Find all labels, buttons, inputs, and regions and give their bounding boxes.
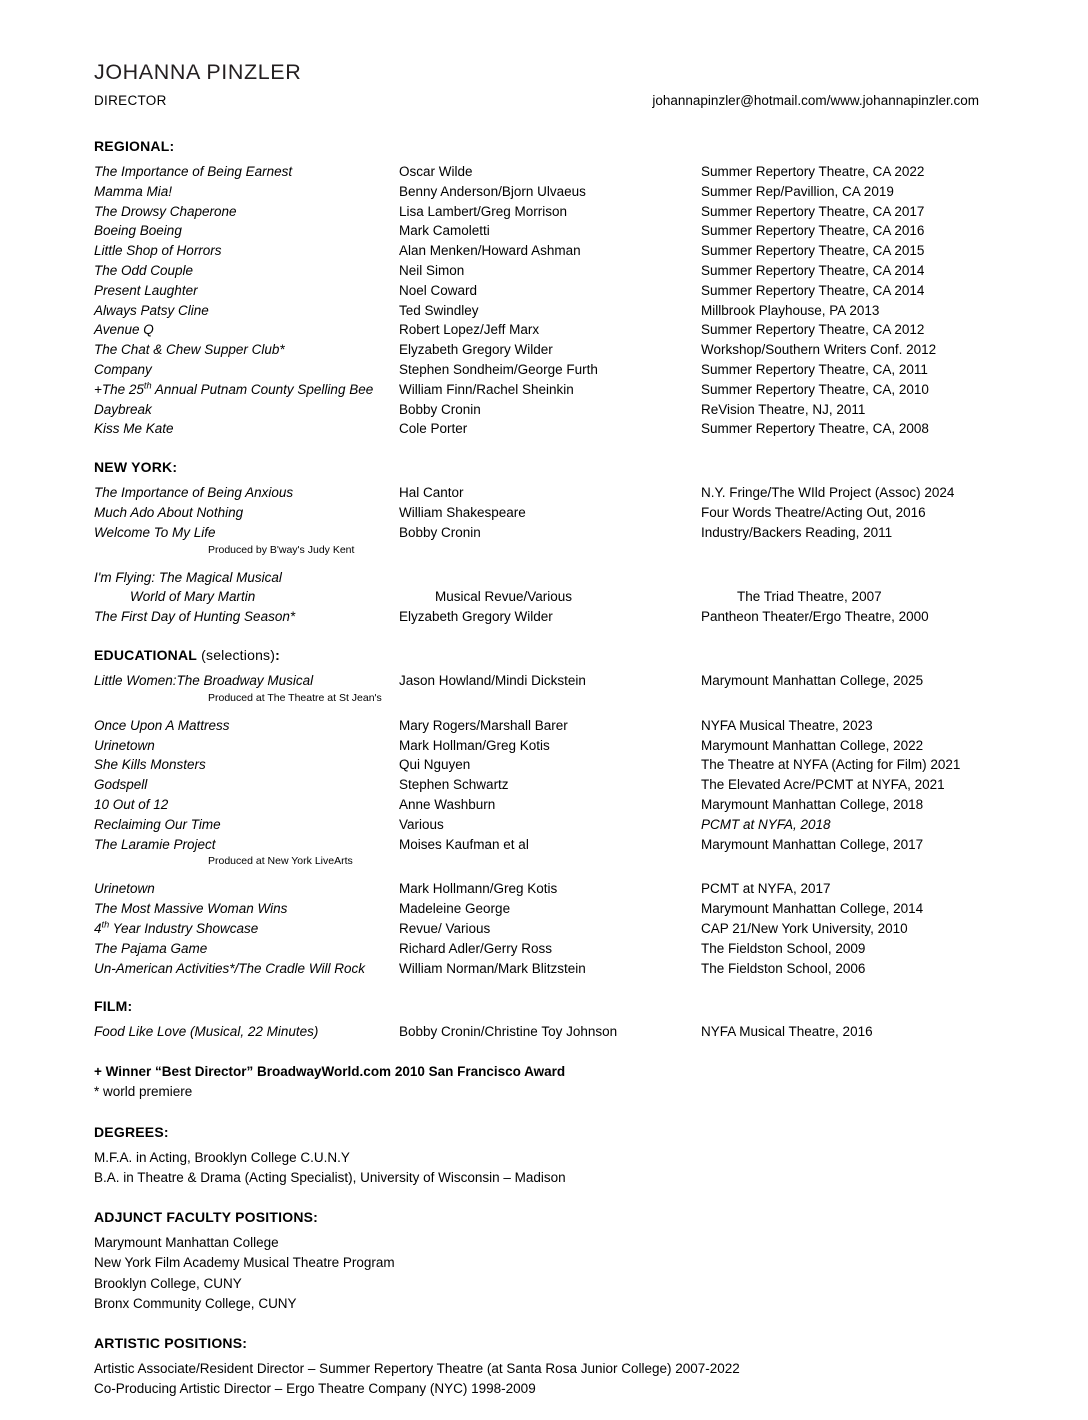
credit-title: Mamma Mia! [94, 183, 173, 199]
header-subrow [94, 93, 979, 108]
credit-title: Avenue Q [94, 322, 154, 338]
spacer [94, 869, 994, 879]
credit-row [94, 281, 994, 301]
credit-row [94, 340, 994, 360]
page-title: JOHANNA PINZLER [94, 60, 302, 84]
credit-row [94, 795, 994, 815]
credit-title: Always Patsy Cline [94, 302, 209, 318]
credit-venue: The Elevated Acre/PCMT at NYFA, 2021 [701, 777, 945, 793]
credit-venue: PCMT at NYFA, 2017 [701, 881, 831, 897]
credit-venue: Summer Rep/Pavillion, CA 2019 [701, 183, 894, 199]
credit-author: Noel Coward [399, 282, 478, 298]
credit-author: Moises Kaufman et al [399, 836, 529, 852]
credit-author: William Norman/Mark Blitzstein [399, 960, 586, 976]
credit-title: Daybreak [94, 401, 152, 417]
credit-row [94, 320, 994, 340]
credit-title: She Kills Monsters [94, 757, 206, 773]
section-newyork [94, 459, 994, 627]
credit-author: Cole Porter [399, 421, 468, 437]
credit-venue: Industry/Backers Reading, 2011 [701, 524, 893, 540]
credit-note-text: Produced at The Theatre at St Jean's [208, 691, 382, 704]
credit-author: Richard Adler/Gerry Ross [399, 940, 553, 956]
credit-title: 4th Year Industry Showcase [94, 919, 259, 936]
credit-title: The Pajama Game [94, 940, 208, 956]
credit-title: The Importance of Being Anxious [94, 485, 294, 501]
spacer [94, 706, 994, 716]
section-title-educational-bold: EDUCATIONAL [94, 646, 198, 663]
section-title-adjunct: ADJUNCT FACULTY POSITIONS: [94, 1208, 319, 1225]
degree-line: B.A. in Theatre & Drama (Acting Specialist), University of Wisconsin – Madison [94, 1170, 566, 1186]
credit-author: Madeleine George [399, 901, 511, 917]
credit-title: The Laramie Project [94, 836, 216, 852]
credit-note [94, 691, 1088, 706]
credit-title: Un-American Activities*/The Cradle Will Rock [94, 960, 365, 976]
credit-author: Hal Cantor [399, 485, 464, 501]
credit-title-cont: World of Mary Martin [130, 589, 256, 605]
credit-venue: The Fieldston School, 2009 [701, 940, 866, 956]
credit-title: Urinetown [94, 737, 155, 753]
credit-author: Revue/ Various [399, 920, 491, 936]
credit-venue-empty [701, 568, 994, 588]
credit-venue: The Theatre at NYFA (Acting for Film) 2021 [701, 757, 961, 773]
credit-row [94, 202, 994, 222]
credit-row [94, 400, 994, 420]
credit-row [94, 523, 994, 543]
credit-row [94, 879, 994, 899]
artistic-line: Co-Producing Artistic Director – Ergo Theatre Company (NYC) 1998-2009 [94, 1381, 536, 1397]
credit-venue: Marymount Manhattan College, 2017 [701, 836, 924, 852]
credit-venue: Marymount Manhattan College, 2018 [701, 796, 924, 812]
credit-author: Robert Lopez/Jeff Marx [399, 322, 540, 338]
credit-row [94, 162, 994, 182]
contact-info: johannapinzler@hotmail.com/www.johannapinzler.com [652, 93, 979, 108]
premiere-legend: * world premiere [94, 1083, 193, 1099]
adjunct-line: Bronx Community College, CUNY [94, 1296, 297, 1312]
credit-row [94, 360, 994, 380]
section-educational [94, 647, 994, 978]
credit-title: The Chat & Chew Supper Club* [94, 342, 285, 358]
credit-title: Food Like Love (Musical, 22 Minutes) [94, 1024, 319, 1040]
credit-venue: Summer Repertory Theatre, CA 2014 [701, 262, 925, 278]
credit-title: Little Shop of Horrors [94, 243, 222, 259]
section-title-artistic: ARTISTIC POSITIONS: [94, 1334, 248, 1351]
credit-row [94, 899, 994, 919]
credit-title: Urinetown [94, 881, 155, 897]
credit-venue: Marymount Manhattan College, 2014 [701, 901, 924, 917]
credit-author: Elyzabeth Gregory Wilder [399, 342, 553, 358]
credit-title: Little Women:The Broadway Musical [94, 672, 314, 688]
credit-venue: Workshop/Southern Writers Conf. 2012 [701, 342, 937, 358]
credit-note [94, 854, 1088, 869]
credit-author: Qui Nguyen [399, 757, 471, 773]
credit-venue: Millbrook Playhouse, PA 2013 [701, 302, 880, 318]
credit-row [94, 919, 994, 939]
section-title-degrees: DEGREES: [94, 1123, 169, 1140]
credit-title: Godspell [94, 777, 148, 793]
section-title-educational-colon: : [275, 646, 280, 663]
credit-venue: ReVision Theatre, NJ, 2011 [701, 401, 866, 417]
credit-row [94, 1022, 994, 1042]
resume-content [94, 60, 994, 1420]
section-film [94, 998, 994, 1042]
credit-row [94, 835, 994, 855]
credit-title: Kiss Me Kate [94, 421, 174, 437]
credit-author: Musical Revue/Various [435, 589, 573, 605]
credit-title: Once Upon A Mattress [94, 717, 230, 733]
credit-author-empty [399, 568, 701, 588]
credit-note-text: Produced at New York LiveArts [208, 855, 353, 868]
credit-row [94, 261, 994, 281]
credit-venue: Summer Repertory Theatre, CA, 2011 [701, 361, 928, 377]
section-degrees [94, 1124, 994, 1189]
credit-row [94, 607, 994, 627]
credit-author: Stephen Sondheim/George Furth [399, 361, 598, 377]
credit-row [94, 419, 994, 439]
credit-title: Much Ado About Nothing [94, 504, 244, 520]
credit-venue: The Fieldston School, 2006 [701, 960, 866, 976]
credit-author: Mark Hollmann/Greg Kotis [399, 881, 558, 897]
section-title-film: FILM: [94, 998, 133, 1015]
credit-title: Reclaiming Our Time [94, 816, 221, 832]
credit-title: The Odd Couple [94, 262, 194, 278]
credit-title: Company [94, 361, 152, 377]
award-line: + Winner “Best Director” BroadwayWorld.com 2010 San Francisco Award [94, 1064, 566, 1080]
credit-row [94, 568, 994, 588]
adjunct-line: Marymount Manhattan College [94, 1234, 279, 1250]
credit-title: I'm Flying: The Magical Musical [94, 569, 282, 585]
credit-author: Bobby Cronin [399, 401, 481, 417]
credit-row [94, 755, 994, 775]
credit-author: Ted Swindley [399, 302, 479, 318]
credit-title: The First Day of Hunting Season* [94, 609, 296, 625]
credit-venue: CAP 21/New York University, 2010 [701, 920, 908, 936]
section-artistic-positions [94, 1335, 994, 1400]
credit-venue: PCMT at NYFA, 2018 [701, 816, 831, 832]
adjunct-line: New York Film Academy Musical Theatre Program [94, 1255, 395, 1271]
credit-venue: NYFA Musical Theatre, 2023 [701, 717, 873, 733]
credit-venue: N.Y. Fringe/The WIld Project (Assoc) 2024 [701, 485, 955, 501]
credit-author: Stephen Schwartz [399, 777, 509, 793]
credit-row [94, 736, 994, 756]
credit-row [94, 380, 994, 400]
credit-author: Alan Menken/Howard Ashman [399, 243, 581, 259]
credit-row [94, 483, 994, 503]
credit-title: +The 25th Annual Putnam County Spelling Bee [94, 380, 374, 397]
credit-row [94, 939, 994, 959]
credit-venue: Pantheon Theater/Ergo Theatre, 2000 [701, 609, 929, 625]
credit-title: The Most Massive Woman Wins [94, 901, 288, 917]
credit-author: Benny Anderson/Bjorn Ulvaeus [399, 183, 586, 199]
credit-row [94, 503, 994, 523]
credit-title: 10 Out of 12 [94, 796, 169, 812]
section-title-regional: REGIONAL: [94, 138, 175, 154]
credit-author: Bobby Cronin/Christine Toy Johnson [399, 1024, 618, 1040]
awards-legend [94, 1062, 994, 1102]
credit-author: Various [399, 816, 444, 832]
role-label: DIRECTOR [94, 93, 167, 108]
credit-row [94, 221, 994, 241]
credit-author: William Finn/Rachel Sheinkin [399, 381, 574, 397]
degree-line: M.F.A. in Acting, Brooklyn College C.U.N.Y [94, 1149, 350, 1165]
credit-row [94, 716, 994, 736]
credit-title: The Drowsy Chaperone [94, 203, 237, 219]
credit-author: Mark Hollman/Greg Kotis [399, 737, 550, 753]
credit-venue: Four Words Theatre/Acting Out, 2016 [701, 504, 926, 520]
credit-venue: Summer Repertory Theatre, CA 2012 [701, 322, 925, 338]
credit-row [94, 301, 994, 321]
section-title-newyork: NEW YORK: [94, 459, 178, 476]
credit-author: Neil Simon [399, 262, 465, 278]
credit-venue: Summer Repertory Theatre, CA 2014 [701, 282, 925, 298]
credit-row [94, 815, 994, 835]
credit-note-text: Produced by B'way's Judy Kent [208, 543, 355, 556]
credit-venue: NYFA Musical Theatre, 2016 [701, 1024, 873, 1040]
credit-row [94, 182, 994, 202]
credit-venue: Summer Repertory Theatre, CA, 2010 [701, 381, 929, 397]
credit-author: Oscar Wilde [399, 164, 473, 179]
credit-venue: Summer Repertory Theatre, CA 2016 [701, 223, 925, 239]
credit-venue: Summer Repertory Theatre, CA 2015 [701, 243, 925, 259]
credit-title: Boeing Boeing [94, 223, 182, 239]
credit-venue: Marymount Manhattan College, 2025 [701, 672, 924, 688]
credit-title: The Importance of Being Earnest [94, 164, 293, 179]
credit-row [94, 241, 994, 261]
credit-venue: Summer Repertory Theatre, CA 2022 [701, 164, 925, 179]
credit-author: Anne Washburn [399, 796, 496, 812]
section-regional [94, 138, 994, 439]
credit-row [94, 671, 994, 691]
credit-venue: Marymount Manhattan College, 2022 [701, 737, 924, 753]
credit-venue: Summer Repertory Theatre, CA 2017 [701, 203, 925, 219]
artistic-line: Artistic Associate/Resident Director – Summer Repertory Theatre (at Santa Rosa Junior College) 2007-2022 [94, 1360, 740, 1376]
credit-venue: Summer Repertory Theatre, CA, 2008 [701, 421, 929, 437]
credit-title: Welcome To My Life [94, 524, 216, 540]
section-adjunct-faculty [94, 1209, 994, 1315]
credit-author: Elyzabeth Gregory Wilder [399, 609, 553, 625]
credit-row [94, 959, 994, 979]
credit-author: Bobby Cronin [399, 524, 481, 540]
credit-note [94, 543, 1088, 558]
credit-author: Mark Camoletti [399, 223, 490, 239]
credit-author: Lisa Lambert/Greg Morrison [399, 203, 568, 219]
credit-title: Present Laughter [94, 282, 198, 298]
credit-author: Jason Howland/Mindi Dickstein [399, 672, 586, 688]
credit-row [94, 775, 994, 795]
section-title-educational-normal: (selections) [197, 646, 276, 663]
adjunct-line: Brooklyn College, CUNY [94, 1275, 242, 1291]
credit-row [94, 587, 994, 607]
credit-author: William Shakespeare [399, 504, 526, 520]
section-title-educational [94, 647, 994, 663]
spacer [94, 558, 994, 568]
credit-author: Mary Rogers/Marshall Barer [399, 717, 568, 733]
credit-venue: The Triad Theatre, 2007 [737, 589, 882, 605]
